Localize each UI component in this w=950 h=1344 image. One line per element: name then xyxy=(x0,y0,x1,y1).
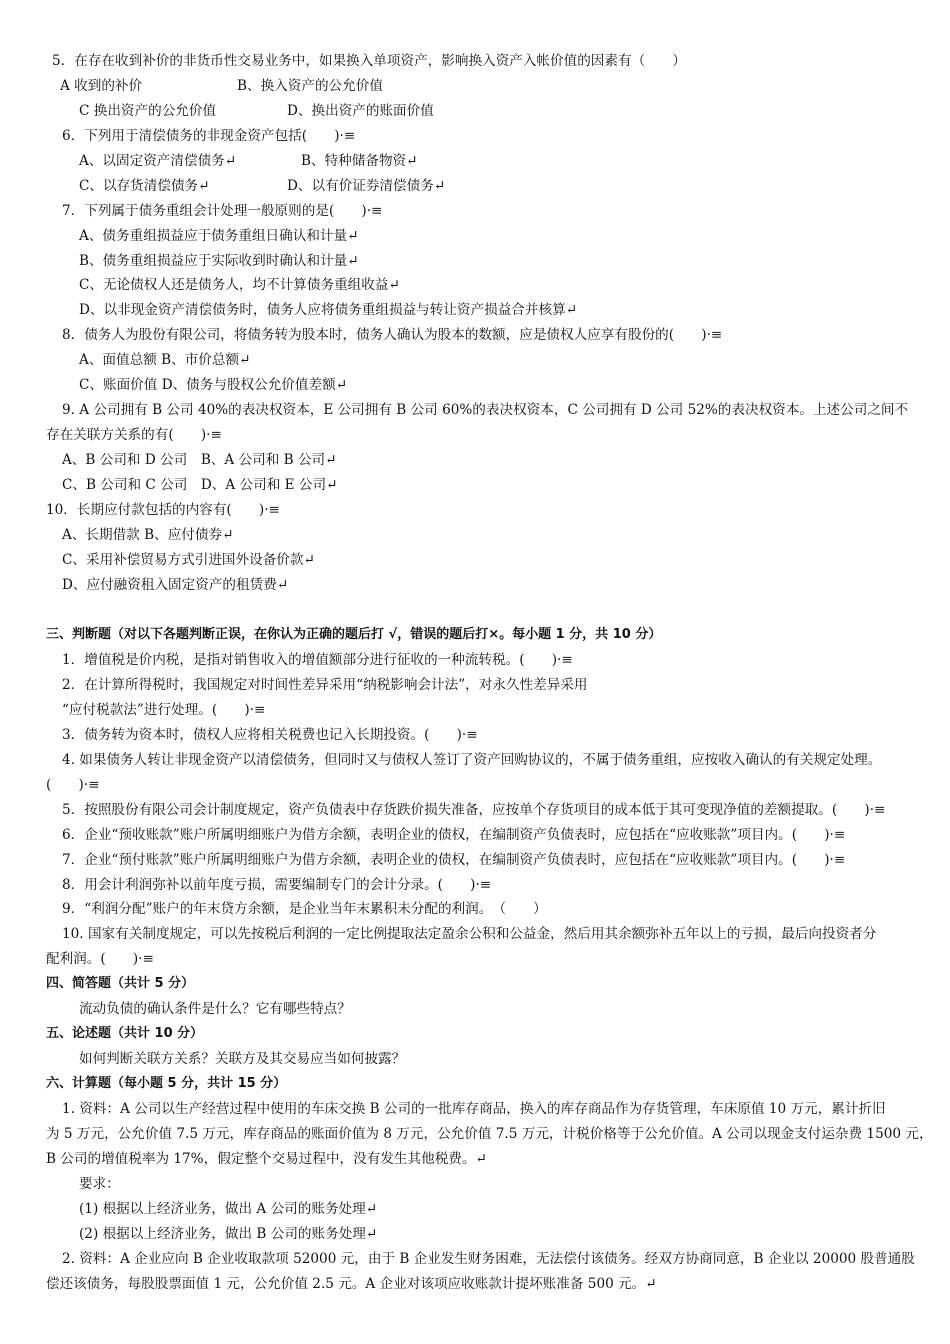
section6-heading: 六、计算题（每小题 5 分，共计 15 分） xyxy=(46,1076,287,1091)
calc-q1-requirement-2: (2) 根据以上经济业务，做出 B 公司的账务处理↵ xyxy=(79,1226,378,1242)
q6-option-b: B、特种储备物资↵ xyxy=(301,153,418,169)
paragraph-mark-icon: ↵ xyxy=(347,228,359,244)
tf-q10-line1: 10. 国家有关制度规定，可以先按税后利润的一定比例提取法定盈余公积和公益金，然后用其余额弥补五年以上的亏损，最后向投资者分 xyxy=(62,926,877,942)
calc-q1-line2: 为 5 万元，公允价值 7.5 万元，库存商品的账面价值为 8 万元，公允价值 7.5 万元，计税价格等于公允价值。A 公司以现金支付运杂费 1500 元， xyxy=(46,1126,933,1142)
q6-option-a: A、以固定资产清偿债务↵ xyxy=(79,153,237,169)
paragraph-mark-icon: ↵ xyxy=(406,153,418,169)
paragraph-mark-icon: ↵ xyxy=(198,178,210,194)
q7-stem: 7．下列属于债务重组会计处理一般原则的是( )·≡ xyxy=(62,203,383,219)
calc-q1-requirement-label: 要求： xyxy=(79,1176,120,1192)
paragraph-mark-icon: ↵ xyxy=(224,153,237,169)
calc-q2-line2: 偿还该债务，每股股票面值 1 元，公允价值 2.5 元。A 企业对该项应收账款计提坏账准备 500 元。↵ xyxy=(46,1276,657,1292)
section3-heading: 三、判断题（对以下各题判断正误，在你认为正确的题后打 √，错误的题后打×。每小题 1 分，共 10 分） xyxy=(46,627,662,642)
q5-option-b: B、换入资产的公允价值 xyxy=(237,78,383,94)
tf-q3: 3．债务转为资本时，债权人应将相关税费也记入长期投资。( )·≡ xyxy=(62,727,478,743)
paragraph-mark-icon: ↵ xyxy=(325,452,337,468)
tf-q10-line2: 配利润。( )·≡ xyxy=(46,951,154,967)
paragraph-mark-icon: ↵ xyxy=(365,1201,378,1217)
paragraph-mark-icon: ↵ xyxy=(276,577,289,593)
tf-q8: 8．用会计利润弥补以前年度亏损，需要编制专门的会计分录。( )·≡ xyxy=(62,877,492,893)
q6-stem: 6．下列用于清偿债务的非现金资产包括( )·≡ xyxy=(62,128,356,144)
q10-options-ab: A、长期借款 B、应付债券↵ xyxy=(62,527,234,543)
q8-stem: 8．债务人为股份有限公司，将债务转为股本时，债务人确认为股本的数额，应是债权人应享有股份的( )·≡ xyxy=(62,327,723,343)
q10-option-d: D、应付融资租入固定资产的租赁费↵ xyxy=(62,577,289,593)
paragraph-mark-icon: ↵ xyxy=(326,477,338,493)
q9-stem-line1: 9. A 公司拥有 B 公司 40%的表决权资本，E 公司拥有 B 公司 60%的表决权资本，C 公司拥有 D 公司 52%的表决权资本。上述公司之间不 xyxy=(62,402,909,418)
calc-q1-requirement-1: (1) 根据以上经济业务，做出 A 公司的账务处理↵ xyxy=(79,1201,378,1217)
q5-stem: 5．在存在收到补价的非货币性交易业务中，如果换入单项资产，影响换入资产入帐价值的因素有（ ） xyxy=(52,53,686,69)
q5-option-a: A 收到的补价 xyxy=(60,78,143,94)
tf-q5: 5．按照股份有限公司会计制度规定，资产负债表中存货跌价损失准备，应按单个存货项目的成本低于其可变现净值的差额提取。( )·≡ xyxy=(62,802,886,818)
q5-option-c: C 换出资产的公允价值 xyxy=(79,103,217,119)
tf-q4-line1: 4. 如果债务人转让非现金资产以清偿债务，但同时又与债权人签订了资产回购协议的，不属于债务重组，应按收入确认的有关规定处理。 xyxy=(62,752,882,768)
tf-q2-line2: “应付税款法”进行处理。( )·≡ xyxy=(62,702,266,718)
q5-option-d: D、换出资产的账面价值 xyxy=(287,103,434,119)
section4-question: 流动负债的确认条件是什么？它有哪些特点？ xyxy=(79,1001,351,1017)
q8-options-cd: C、账面价值 D、债务与股权公允价值差额↵ xyxy=(79,377,348,393)
section5-question: 如何判断关联方关系？关联方及其交易应当如何披露？ xyxy=(79,1051,406,1067)
q7-option-d: D、以非现金资产清偿债务时，债务人应将债务重组损益与转让资产损益合并核算↵ xyxy=(79,302,578,318)
q8-options-ab: A、面值总额 B、市价总额↵ xyxy=(79,352,251,368)
tf-q7: 7．企业“预付账款”账户所属明细账户为借方余额，表明企业的债权，在编制资产负债表时，应包括在“应收账款”项目内。( )·≡ xyxy=(62,852,846,868)
q9-stem-line2: 存在关联方关系的有( )·≡ xyxy=(46,427,222,443)
paragraph-mark-icon: ↵ xyxy=(335,377,348,393)
q9-options-ab: A、B 公司和 D 公司 B、A 公司和 B 公司↵ xyxy=(62,452,337,468)
calc-q1-line3: B 公司的增值税率为 17%，假定整个交易过程中，没有发生其他税费。↵ xyxy=(46,1151,487,1167)
paragraph-mark-icon: ↵ xyxy=(365,1226,378,1242)
paragraph-mark-icon: ↵ xyxy=(222,527,234,543)
q7-option-a: A、债务重组损益应于债务重组日确认和计量↵ xyxy=(79,228,359,244)
q7-option-b: B、债务重组损益应于实际收到时确认和计量↵ xyxy=(79,253,359,269)
q10-option-c: C、采用补偿贸易方式引进国外设备价款↵ xyxy=(62,552,315,568)
tf-q4-line2: ( )·≡ xyxy=(46,777,100,793)
tf-q2-line1: 2．在计算所得税时，我国规定对时间性差异采用“纳税影响会计法”，对永久性差异采用 xyxy=(62,677,588,693)
calc-q1-line1: 1. 资料：A 公司以生产经营过程中使用的车床交换 B 公司的一批库存商品，换入的库存商品作为存货管理，车床原值 10 万元，累计折旧 xyxy=(62,1101,886,1117)
calc-q2-line1: 2. 资料：A 企业应向 B 企业收取款项 52000 元，由于 B 企业发生财务困难，无法偿付该债务。经双方协商同意，B 企业以 20000 股普通股 xyxy=(62,1251,915,1267)
q6-option-d: D、以有价证券清偿债务↵ xyxy=(287,178,446,194)
q10-stem: 10．长期应付款包括的内容有( )·≡ xyxy=(46,502,280,518)
paragraph-mark-icon: ↵ xyxy=(475,1151,487,1167)
paragraph-mark-icon: ↵ xyxy=(565,302,578,318)
q7-option-c: C、无论债权人还是债务人，均不计算债务重组收益↵ xyxy=(79,277,400,293)
paragraph-mark-icon: ↵ xyxy=(239,352,251,368)
section5-heading: 五、论述题（共计 10 分） xyxy=(46,1026,204,1041)
paragraph-mark-icon: ↵ xyxy=(433,178,446,194)
paragraph-mark-icon: ↵ xyxy=(388,277,400,293)
paragraph-mark-icon: ↵ xyxy=(347,253,359,269)
paragraph-mark-icon: ↵ xyxy=(303,552,315,568)
section4-heading: 四、简答题（共计 5 分） xyxy=(46,976,195,991)
tf-q1: 1．增值税是价内税，是指对销售收入的增值额部分进行征收的一种流转税。( )·≡ xyxy=(62,652,573,668)
paragraph-mark-icon: ↵ xyxy=(645,1276,657,1292)
q6-option-c: C、以存货清偿债务↵ xyxy=(79,178,210,194)
tf-q9: 9．“利润分配”账户的年末贷方余额，是企业当年末累积未分配的利润。 （ ） xyxy=(62,901,547,917)
tf-q6: 6．企业“预收账款”账户所属明细账户为借方余额，表明企业的债权，在编制资产负债表时，应包括在“应收账款”项目内。( )·≡ xyxy=(62,827,846,843)
q9-options-cd: C、B 公司和 C 公司 D、A 公司和 E 公司↵ xyxy=(62,477,338,493)
